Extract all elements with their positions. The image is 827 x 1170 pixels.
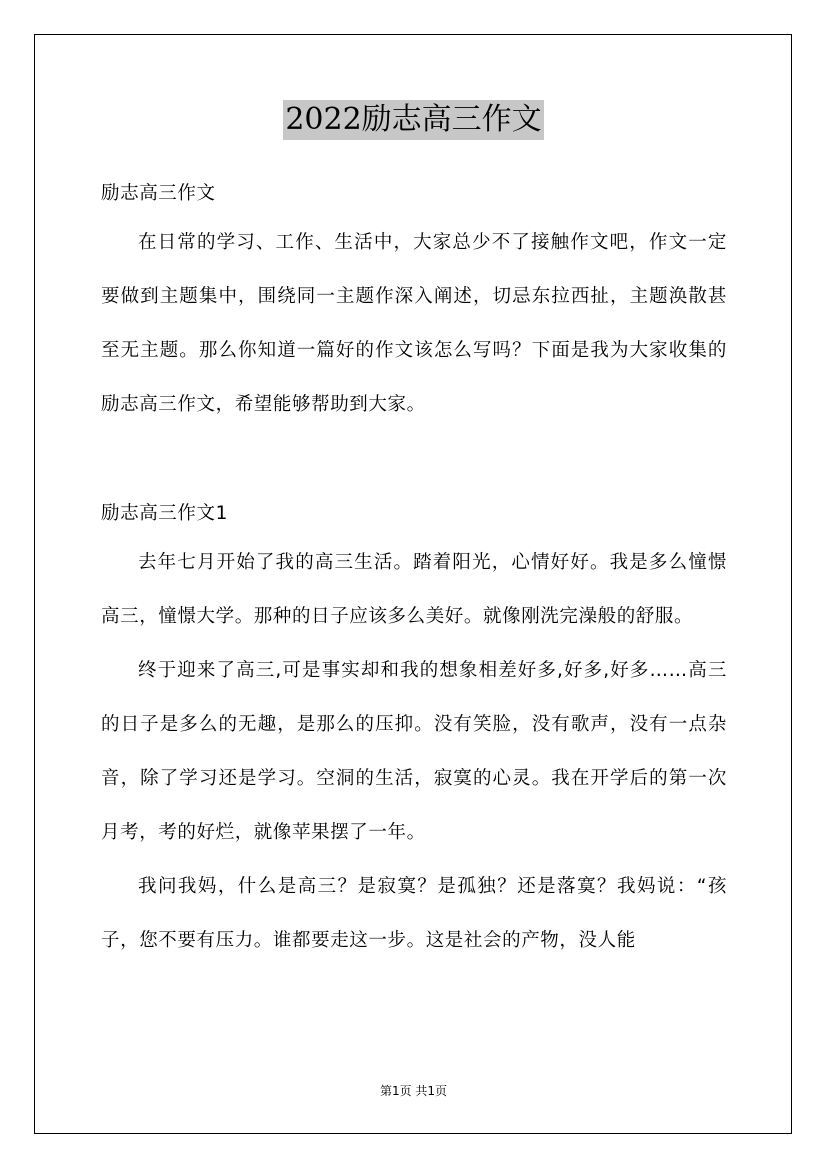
intro-paragraph: 在日常的学习、工作、生活中，大家总少不了接触作文吧，作文一定要做到主题集中，围绕同一主题作深入阐述，切忌东拉西扯，主题涣散甚至无主题。那么你知道一篇好的作文该怎么写吗？下面是我为大家收集的励志高三作文，希望能够帮助到大家。 — [101, 232, 727, 415]
section-spacer — [101, 432, 727, 492]
document-title: 2022励志高三作文 — [283, 100, 543, 140]
document-body — [101, 172, 727, 968]
intro-heading: 励志高三作文 — [101, 183, 216, 204]
page-footer: 第1页 共1页 — [379, 1084, 448, 1098]
body-paragraph: 终于迎来了高三,可是事实却和我的想象相差好多,好多,好多……高三的日子是多么的无趣，是那么的压抑。没有笑脸，没有歌声，没有一点杂音，除了学习还是学习。空洞的生活，寂寞的心灵。我在开学后的第一次月考，考的好烂，就像苹果摆了一年。 — [101, 660, 727, 843]
title-container — [0, 100, 827, 140]
section-heading: 励志高三作文1 — [101, 503, 228, 524]
body-paragraph: 去年七月开始了我的高三生活。踏着阳光，心情好好。我是多么憧憬高三，憧憬大学。那种的日子应该多么美好。就像刚洗完澡般的舒服。 — [101, 552, 727, 627]
body-paragraph: 我问我妈，什么是高三？是寂寞？是孤独？还是落寞？我妈说：“孩子，您不要有压力。谁都要走这一步。这是社会的产物，没人能 — [101, 876, 727, 951]
